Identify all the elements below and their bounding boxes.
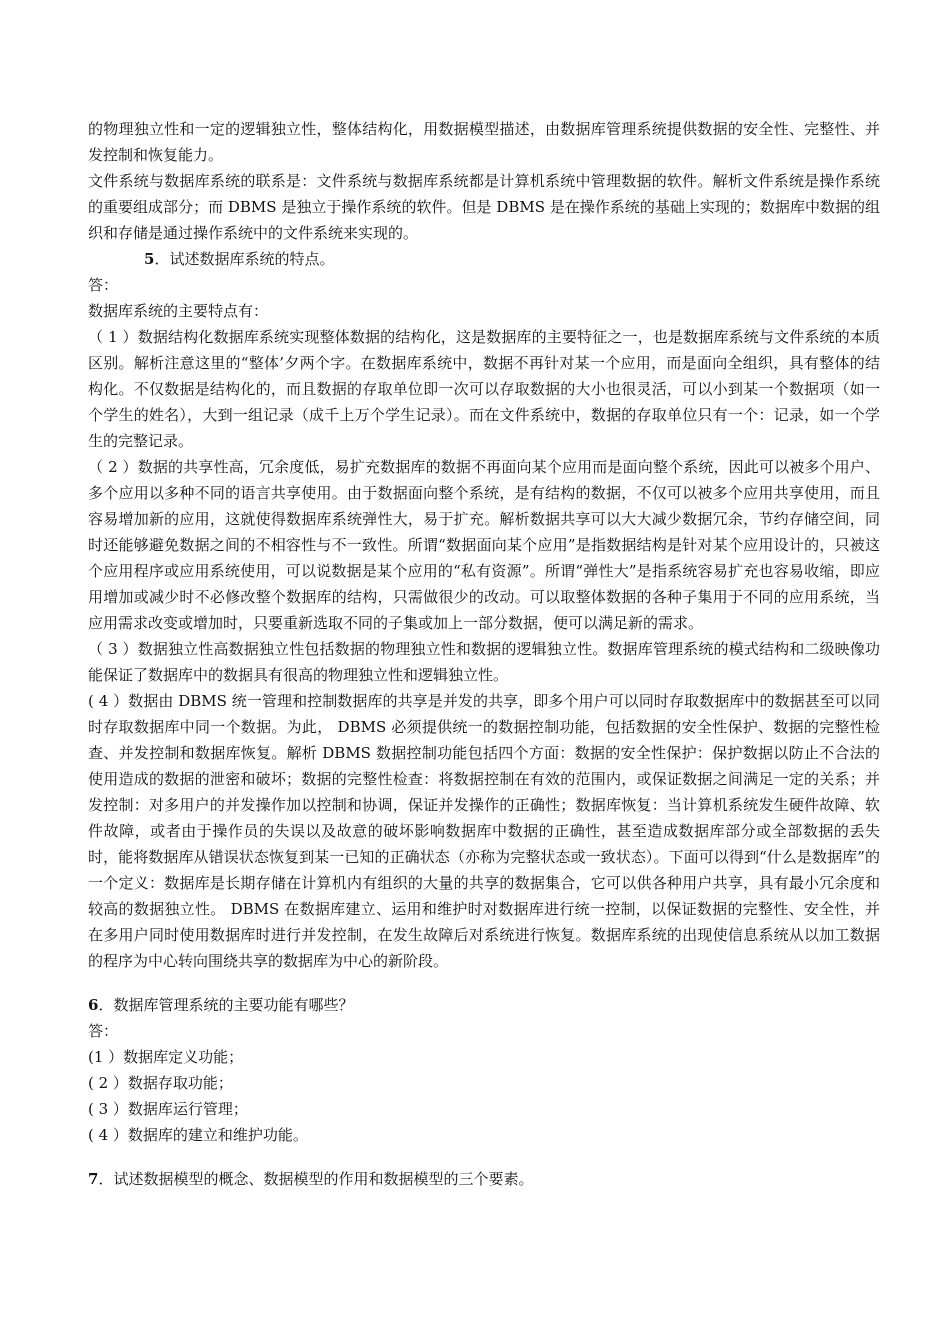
spacer	[88, 1148, 880, 1166]
question-7-text: ．试述数据模型的概念、数据模型的作用和数据模型的三个要素。	[98, 1170, 534, 1188]
question-5-item-1: （ 1 ）数据结构化数据库系统实现整体数据的结构化，这是数据库的主要特征之一，也是数据库系统与文件系统的本质区别。解析注意这里的“整体’夕两个字。在数据库系统中，数据不再针对某一个应用，而是面向全组织，具有整体的结构化。不仅数据是结构化的，而且数据的存取单位即一次可以存取数据的大小也很灵活，可以小到某一个数据项（如一个学生的姓名），大到一组记录（成千上万个学生记录）。而在文件系统中，数据的存取单位只有一个：记录，如一个学生的完整记录。	[88, 328, 880, 450]
answer-label-6: 答：	[88, 1022, 119, 1040]
question-5-heading	[88, 246, 880, 272]
question-6-heading	[88, 992, 880, 1018]
question-5-number: 5	[144, 250, 155, 268]
paragraph-intro: 的物理独立性和一定的逻辑独立性，整体结构化，用数据模型描述，由数据库管理系统提供数据的安全性、完整性、并发控制和恢复能力。	[88, 120, 880, 164]
question-5-item-3: （ 3 ）数据独立性高数据独立性包括数据的物理独立性和数据的逻辑独立性。数据库管理系统的模式结构和二级映像功能保证了数据库中的数据具有很高的物理独立性和逻辑独立性。	[88, 640, 880, 684]
question-6-item-1: (1 ）数据库定义功能；	[88, 1048, 244, 1066]
question-6-item-2: ( 2 ）数据存取功能；	[88, 1074, 233, 1092]
question-6-item-3: ( 3 ）数据库运行管理；	[88, 1100, 248, 1118]
question-5-item-4: ( 4 ）数据由 DBMS 统一管理和控制数据库的共享是并发的共享，即多个用户可以同时存取数据库中的数据甚至可以同时存取数据库中同一个数据。为此， DBMS 必须提供统一的数据控制功能，包括数据的安全性保护、数据的完整性检查、并发控制和数据库恢复。解析 DBMS 数据控制功能包括四个方面：数据的安全性保护：保护数据以防止不合法的使用造成的数据的泄密和破坏；数据的完整性检查：将数据控制在有效的范围内，或保证数据之间满足一定的关系；并发控制：对多用户的并发操作加以控制和协调，保证并发操作的正确性；数据库恢复：当计算机系统发生硬件故障、软件故障，或者由于操作员的失误以及故意的破坏影响数据库中数据的正确性，甚至造成数据库部分或全部数据的丢失时，能将数据库从错误状态恢复到某一已知的正确状态（亦称为完整状态或一致状态）。下面可以得到“什么是数据库”的一个定义：数据库是长期存储在计算机内有组织的大量的共享的数据集合，它可以供各种用户共享，具有最小冗余度和较高的数据独立性。 DBMS 在数据库建立、运用和维护时对数据库进行统一控制，以保证数据的完整性、安全性，并在多用户同时使用数据库时进行并发控制，在发生故障后对系统进行恢复。数据库系统的出现使信息系统从以加工数据的程序为中心转向围绕共享的数据库为中心的新阶段。	[88, 692, 880, 970]
document-page	[88, 116, 880, 1192]
paragraph-file-system-link: 文件系统与数据库系统的联系是：文件系统与数据库系统都是计算机系统中管理数据的软件。解析文件系统是操作系统的重要组成部分；而 DBMS 是独立于操作系统的软件。但是 DBMS 是在操作系统的基础上实现的；数据库中数据的组织和存储是通过操作系统中的文件系统来实现的。	[88, 172, 880, 242]
question-5-item-2: （ 2 ）数据的共享性高，冗余度低，易扩充数据库的数据不再面向某个应用而是面向整个系统，因此可以被多个用户、多个应用以多种不同的语言共享使用。由于数据面向整个系统，是有结构的数据，不仅可以被多个应用共享使用，而且容易增加新的应用，这就使得数据库系统弹性大，易于扩充。解析数据共享可以大大减少数据冗余，节约存储空间，同时还能够避免数据之间的不相容性与不一致性。所谓“数据面向某个应用”是指数据结构是针对某个应用设计的，只被这个应用程序或应用系统使用，可以说数据是某个应用的“私有资源”。所谓“弹性大”是指系统容易扩充也容易收缩，即应用增加或减少时不必修改整个数据库的结构，只需做很少的改动。可以取整体数据的各种子集用于不同的应用系统，当应用需求改变或增加时，只要重新选取不同的子集或加上一部分数据，便可以满足新的需求。	[88, 458, 880, 632]
question-5-text: ．试述数据库系统的特点。	[154, 250, 335, 268]
question-6-text: ．数据库管理系统的主要功能有哪些？	[98, 996, 354, 1014]
question-7-heading	[88, 1166, 880, 1192]
question-6-number: 6	[88, 996, 99, 1014]
question-5-intro: 数据库系统的主要特点有：	[88, 302, 269, 320]
answer-label-5: 答：	[88, 276, 119, 294]
question-6-item-4: ( 4 ）数据库的建立和维护功能。	[88, 1126, 308, 1144]
question-7-number: 7	[88, 1170, 99, 1188]
spacer	[88, 974, 880, 992]
